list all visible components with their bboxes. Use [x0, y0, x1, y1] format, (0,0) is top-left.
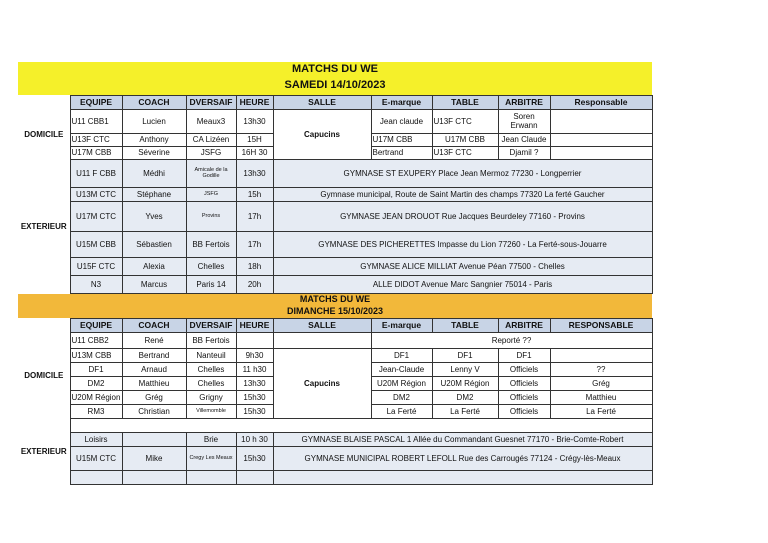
coach-cell: Mike [122, 446, 186, 470]
opponent-cell: Meaux3 [186, 109, 236, 133]
time-cell [236, 332, 273, 348]
referee-cell: Officiels [498, 376, 550, 390]
table-cell: Lenny V [432, 362, 498, 376]
coach-cell: Arnaud [122, 362, 186, 376]
coach-cell: Anthony [122, 133, 186, 146]
sat-header: Responsable [550, 95, 652, 109]
table-cell: U17M CBB [432, 133, 498, 146]
table-cell: U13F CTC [432, 146, 498, 159]
responsable-cell: ?? [550, 362, 652, 376]
sun-header: ARBITRE [498, 318, 550, 332]
opponent-cell: Grigny [186, 390, 236, 404]
opponent-cell: Paris 14 [186, 275, 236, 293]
schedule-table [18, 62, 653, 485]
responsable-cell [550, 146, 652, 159]
team-cell: U17M CTC [70, 201, 122, 231]
venue-cell: GYMNASE BLAISE PASCAL 1 Allée du Commandant Guesnet 77170 - Brie-Comte-Robert [273, 432, 652, 446]
table-row [18, 257, 652, 275]
time-cell: 17h [236, 201, 273, 231]
team-cell: U20M Région [70, 390, 122, 404]
table-row [18, 109, 652, 133]
time-cell: 13h30 [236, 376, 273, 390]
table-row [18, 348, 652, 362]
sun-header: TABLE [432, 318, 498, 332]
sun-title: MATCHS DU WE [18, 293, 652, 305]
sat-header: E-marque [371, 95, 432, 109]
team-cell: N3 [70, 275, 122, 293]
coach-cell: Yves [122, 201, 186, 231]
opponent-cell: Nanteuil [186, 348, 236, 362]
coach-cell: Bertrand [122, 348, 186, 362]
sat-title: MATCHS DU WE [18, 62, 652, 77]
time-cell: 15h [236, 187, 273, 201]
opponent-cell: Amicale de la Godille [186, 159, 236, 187]
time-cell: 15h30 [236, 390, 273, 404]
team-cell: DF1 [70, 362, 122, 376]
responsable-cell: La Ferté [550, 404, 652, 418]
opponent-cell: BB Fertois [186, 231, 236, 257]
sat-header: DVERSAIF [186, 95, 236, 109]
time-cell: 15h30 [236, 446, 273, 470]
time-cell: 15H [236, 133, 273, 146]
table-row [18, 332, 652, 348]
sun-header-row [18, 318, 652, 332]
referee-cell: DF1 [498, 348, 550, 362]
venue-cell: GYMNASE DES PICHERETTES Impasse du Lion 77260 - La Ferté-sous-Jouarre [273, 231, 652, 257]
emarque-cell: Bertrand [371, 146, 432, 159]
team-cell: U17M CBB [70, 146, 122, 159]
coach-cell: Stéphane [122, 187, 186, 201]
team-cell: U13F CTC [70, 133, 122, 146]
sun-header: E-marque [371, 318, 432, 332]
sat-exterieur-label: EXTERIEUR [18, 159, 70, 293]
sat-header-row [18, 95, 652, 109]
opponent-cell: CA Lizéen [186, 133, 236, 146]
table-row [18, 275, 652, 293]
referee-cell: Officiels [498, 404, 550, 418]
emarque-cell: Jean claude [371, 109, 432, 133]
table-cell: U20M Région [432, 376, 498, 390]
table-row [18, 432, 652, 446]
schedule-sheet [18, 62, 652, 485]
sun-exterieur-label: EXTERIEUR [18, 418, 70, 484]
team-cell: U13M CTC [70, 187, 122, 201]
venue-cell: GYMNASE JEAN DROUOT Rue Jacques Beurdeley 77160 - Provins [273, 201, 652, 231]
referee-cell: Jean Claude [498, 133, 550, 146]
time-cell: 15h30 [236, 404, 273, 418]
table-row [18, 470, 652, 484]
referee-cell: Djamil ? [498, 146, 550, 159]
responsable-cell [550, 133, 652, 146]
opponent-cell: Chelles [186, 362, 236, 376]
sun-domicile-label: DOMICILE [24, 370, 64, 380]
sun-date: DIMANCHE 15/10/2023 [18, 305, 652, 318]
time-cell: 18h [236, 257, 273, 275]
opponent-cell: BB Fertois [186, 332, 236, 348]
sun-header: DVERSAIF [186, 318, 236, 332]
table-cell: DF1 [432, 348, 498, 362]
emarque-cell: DF1 [371, 348, 432, 362]
time-cell: 20h [236, 275, 273, 293]
coach-cell: Lucien [122, 109, 186, 133]
sun-header: HEURE [236, 318, 273, 332]
sat-header: HEURE [236, 95, 273, 109]
responsable-cell: Grég [550, 376, 652, 390]
sat-header: TABLE [432, 95, 498, 109]
table-row [18, 446, 652, 470]
coach-cell: Alexia [122, 257, 186, 275]
opponent-cell: Villemomble [186, 404, 236, 418]
coach-cell: Sébastien [122, 231, 186, 257]
venue-cell: GYMNASE ST EXUPERY Place Jean Mermoz 77230 - Longperrier [273, 159, 652, 187]
responsable-cell: Matthieu [550, 390, 652, 404]
sat-header: COACH [122, 95, 186, 109]
opponent-cell: Cregy Les Meaux [186, 446, 236, 470]
sun-header: RESPONSABLE [550, 318, 652, 332]
table-row [18, 418, 652, 432]
sat-header: SALLE [273, 95, 371, 109]
time-cell: 11 h30 [236, 362, 273, 376]
time-cell: 13h30 [236, 159, 273, 187]
opponent-cell: Brie [186, 432, 236, 446]
coach-cell: René [122, 332, 186, 348]
time-cell: 10 h 30 [236, 432, 273, 446]
team-cell: U13M CBB [70, 348, 122, 362]
table-row [18, 187, 652, 201]
team-cell: U15M CTC [70, 446, 122, 470]
venue-cell: ALLE DIDOT Avenue Marc Sangnier 75014 - Paris [273, 275, 652, 293]
team-cell: RM3 [70, 404, 122, 418]
time-cell: 16H 30 [236, 146, 273, 159]
sun-header: SALLE [273, 318, 371, 332]
venue-cell: GYMNASE ALICE MILLIAT Avenue Péan 77500 - Chelles [273, 257, 652, 275]
venue-cell: Gymnase municipal, Route de Saint Martin des champs 77320 La ferté Gaucher [273, 187, 652, 201]
team-cell: U15M CBB [70, 231, 122, 257]
team-cell: U11 CBB1 [70, 109, 122, 133]
table-row [18, 159, 652, 187]
table-cell: DM2 [432, 390, 498, 404]
sun-reporte: Reporté ?? [371, 332, 652, 348]
opponent-cell: JSFG [186, 146, 236, 159]
time-cell: 13h30 [236, 109, 273, 133]
sat-header: ARBITRE [498, 95, 550, 109]
coach-cell: Christian [122, 404, 186, 418]
emarque-cell: La Ferté [371, 404, 432, 418]
coach-cell: Marcus [122, 275, 186, 293]
time-cell: 17h [236, 231, 273, 257]
coach-cell: Séverine [122, 146, 186, 159]
sat-header: EQUIPE [70, 95, 122, 109]
coach-cell: Matthieu [122, 376, 186, 390]
sat-home-venue: Capucins [273, 109, 371, 159]
time-cell: 9h30 [236, 348, 273, 362]
sun-header: COACH [122, 318, 186, 332]
table-cell: La Ferté [432, 404, 498, 418]
coach-cell [122, 432, 186, 446]
sun-home-venue: Capucins [273, 348, 371, 418]
coach-cell: Grég [122, 390, 186, 404]
team-cell: U15F CTC [70, 257, 122, 275]
team-cell: Loisirs [70, 432, 122, 446]
team-cell: U11 F CBB [70, 159, 122, 187]
coach-cell: Médhi [122, 159, 186, 187]
opponent-cell: JSFG [186, 187, 236, 201]
emarque-cell: U20M Région [371, 376, 432, 390]
sat-domicile-label: DOMICILE [24, 129, 64, 139]
sun-header: EQUIPE [70, 318, 122, 332]
table-row [18, 231, 652, 257]
team-cell: U11 CBB2 [70, 332, 122, 348]
referee-cell: Soren Erwann [498, 109, 550, 133]
emarque-cell: Jean-Claude [371, 362, 432, 376]
referee-cell: Officiels [498, 362, 550, 376]
sat-date: SAMEDI 14/10/2023 [18, 77, 652, 95]
table-row [18, 201, 652, 231]
team-cell: DM2 [70, 376, 122, 390]
opponent-cell: Chelles [186, 376, 236, 390]
opponent-cell: Provins [186, 201, 236, 231]
venue-cell: GYMNASE MUNICIPAL ROBERT LEFOLL Rue des Carrougés 77124 - Crégy-lès-Meaux [273, 446, 652, 470]
responsable-cell [550, 348, 652, 362]
responsable-cell [550, 109, 652, 133]
emarque-cell: U17M CBB [371, 133, 432, 146]
emarque-cell: DM2 [371, 390, 432, 404]
table-cell: U13F CTC [432, 109, 498, 133]
referee-cell: Officiels [498, 390, 550, 404]
opponent-cell: Chelles [186, 257, 236, 275]
